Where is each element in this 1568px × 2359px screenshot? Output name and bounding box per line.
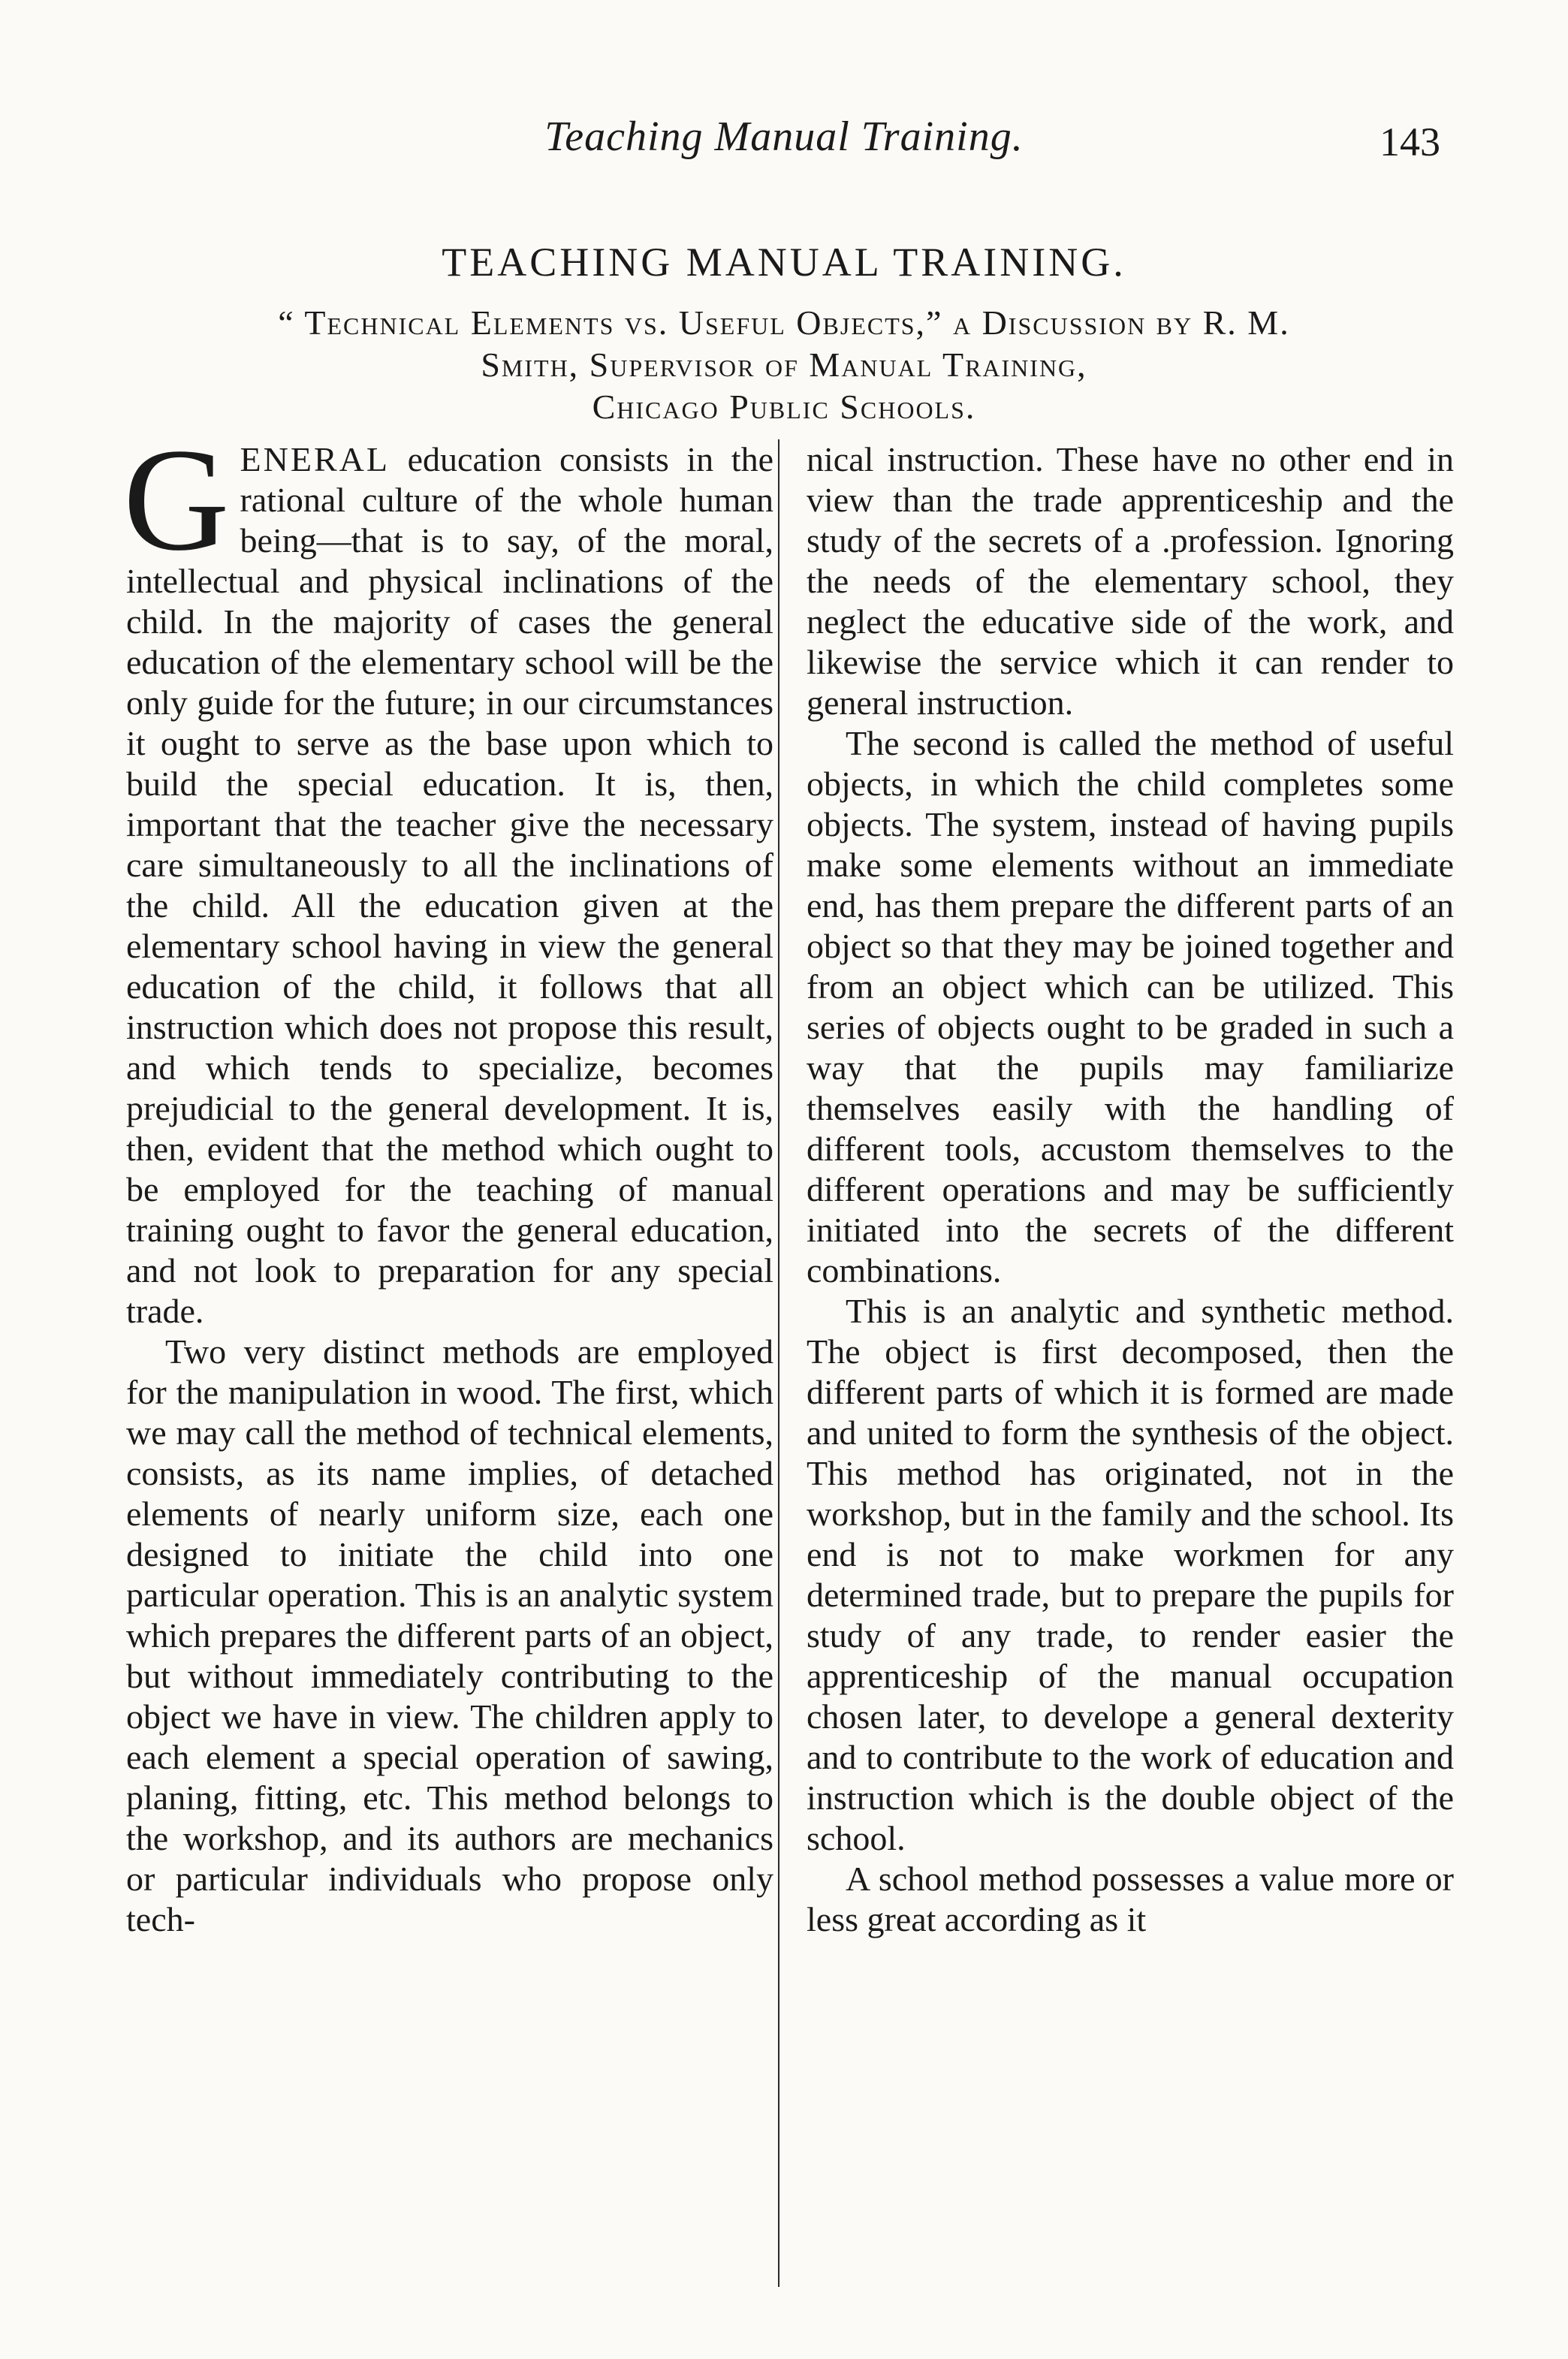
article-body [123,418,1454,1940]
article-title: TEACHING MANUAL TRAINING. [442,240,1126,285]
paragraph-continued: nical instruction. These have no other end in view than the trade apprenticeship and the study of the secrets of a .profession. Ignoring the needs of the elementary school, they neglect the educative side of the work, and likewise the service which it can render to general instruction. [807,440,1454,722]
page-number: 143 [1380,119,1440,164]
paragraph [123,418,773,1332]
subtitle-line-3: Chicago Public Schools. [592,388,976,426]
running-title: Teaching Manual Training. [544,113,1024,160]
article-heading [0,239,1568,428]
paragraph-text: education consists in the rational culture of the whole human being—that is to say, of the moral, intellectual and physical inclinations of the child. In the majority of cases the general education of the elementary school will be the only guide for the future; in our circumstances it ought to serve as the base upon which to build the special education. It is, then, important that the teacher give the necessary care simultaneously to all the inclinations of the child. All the education given at the elementary school having in view the general education of the child, it follows that all instruction which does not propose this result, and which tends to specialize, becomes prejudicial to the general development. It is, then, evident that the method which ought to be employed for the teaching of manual training ought to favor the general education, and not look to preparation for any special trade. [126,440,773,1330]
subtitle-line-2: Smith, Supervisor of Manual Training, [481,345,1087,384]
paragraph: A school method possesses a value more or less great according as it [807,1860,1454,1938]
paragraph: This is an analytic and synthetic method. The object is first decomposed, then the different parts of which it is formed are made and united to form the synthesis of the object. This method has originated, not in the workshop, but in the family and the school. Its end is not to make workmen for any determined trade, but to prepare the pupils for study of any trade, to render easier the apprenticeship of the manual occupation chosen later, to develope a general dexterity and to contribute to the work of education and instruction which is the double object of the school. [807,1292,1454,1857]
drop-cap: G [123,418,230,581]
lead-caps: ENERAL [240,440,390,478]
running-head [0,113,1568,165]
subtitle-line-1: “ Technical Elements vs. Useful Objects,” a Discussion by R. M. [278,303,1290,342]
paragraph: Two very distinct methods are employed for the manipulation in wood. The first, which we may call the method of technical elements, consists, as its name implies, of detached elements of nearly uniform size, each one designed to initiate the child into one particular operation. This is an analytic system which prepares the different parts of an object, but without immediately contributing to the object we have in view. The children apply to each element a special operation of sawing, planing, fitting, etc. This method belongs to the workshop, and its authors are mechanics or particular individuals who propose only tech- [126,1332,773,1938]
paragraph: The second is called the method of useful objects, in which the child completes some objects. The system, instead of having pupils make some elements without an immediate end, has them prepare the different parts of an object so that they may be joined together and from an object which can be utilized. This series of objects ought to be graded in such a way that the pupils may familiarize themselves easily with the handling of different tools, accustom themselves to the different operations and may be sufficiently initiated into the secrets of the different combinations. [807,724,1454,1290]
right-column [807,439,1454,1940]
left-column [123,418,773,1940]
